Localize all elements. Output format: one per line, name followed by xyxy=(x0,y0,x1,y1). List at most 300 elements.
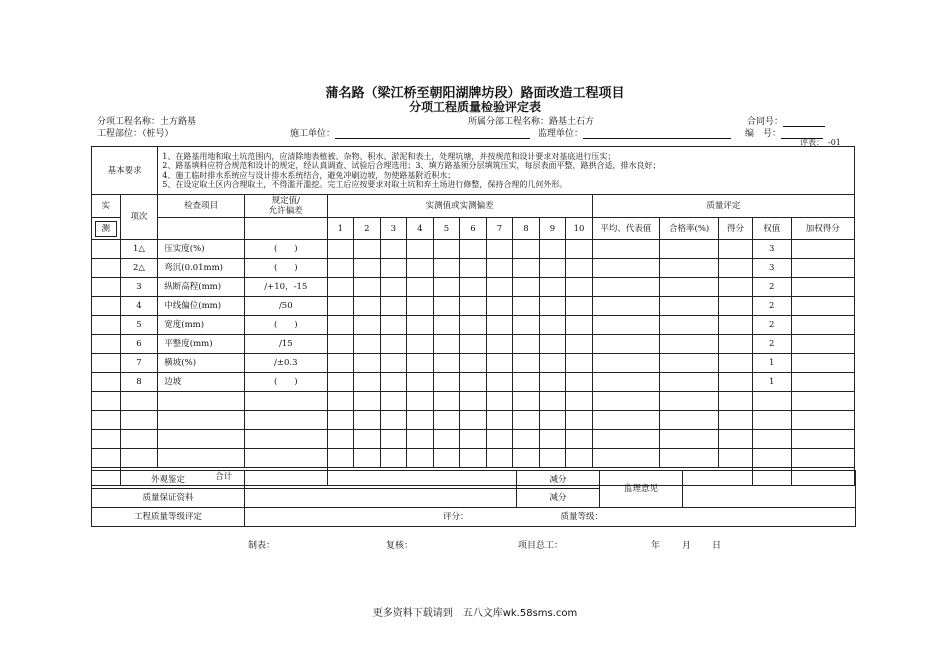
col-header: 2 xyxy=(354,218,381,240)
header-blank xyxy=(244,218,327,240)
measured-cell[interactable] xyxy=(539,354,566,373)
measured-cell[interactable] xyxy=(460,278,487,297)
requirements-text xyxy=(158,147,855,195)
measured-cell[interactable] xyxy=(327,373,354,392)
measured-cell[interactable] xyxy=(460,392,487,411)
measured-cell[interactable] xyxy=(433,449,460,468)
measured-cell[interactable] xyxy=(566,316,593,335)
weight-cell: 3 xyxy=(752,259,791,278)
measured-cell[interactable] xyxy=(539,240,566,259)
row-item: 宽度(mm) xyxy=(158,316,245,335)
header-ce: 测 xyxy=(95,221,117,237)
pass-rate-cell[interactable] xyxy=(660,316,719,335)
subproject-label: 分项工程名称： xyxy=(97,117,161,127)
grade-label: 质量等级： xyxy=(560,512,604,522)
pass-rate-cell[interactable] xyxy=(660,411,719,430)
measured-cell[interactable] xyxy=(380,354,407,373)
header-spec-line2: 允许偏差 xyxy=(268,206,303,216)
weight-cell xyxy=(752,449,791,468)
measured-cell[interactable] xyxy=(407,278,434,297)
measured-cell[interactable] xyxy=(486,278,513,297)
row-item xyxy=(158,411,245,430)
measured-cell[interactable] xyxy=(460,411,487,430)
score-cell[interactable] xyxy=(719,240,753,259)
header-blank xyxy=(158,218,245,240)
measured-cell[interactable] xyxy=(327,411,354,430)
col-header: 9 xyxy=(539,218,566,240)
year-label: 年 xyxy=(651,541,661,551)
measured-cell[interactable] xyxy=(566,335,593,354)
row-no: 7 xyxy=(120,354,158,373)
measured-cell[interactable] xyxy=(433,392,460,411)
header-weight: 权值 xyxy=(752,218,791,240)
row-spec xyxy=(244,411,327,430)
pass-rate-cell[interactable] xyxy=(660,392,719,411)
measured-cell[interactable] xyxy=(433,297,460,316)
row-edge xyxy=(92,259,121,278)
avg-cell[interactable] xyxy=(592,373,659,392)
measured-cell[interactable] xyxy=(354,240,381,259)
weight-cell: 1 xyxy=(752,354,791,373)
measured-cell[interactable] xyxy=(486,373,513,392)
measured-cell[interactable] xyxy=(566,411,593,430)
measured-cell[interactable] xyxy=(539,411,566,430)
row-spec: /15 xyxy=(244,335,327,354)
measured-cell[interactable] xyxy=(460,240,487,259)
measured-cell[interactable] xyxy=(513,373,540,392)
number-label: 编 号： xyxy=(745,129,782,139)
measured-cell[interactable] xyxy=(513,449,540,468)
table-row xyxy=(92,449,855,468)
avg-cell[interactable] xyxy=(592,449,659,468)
weight-cell: 3 xyxy=(752,240,791,259)
measured-cell[interactable] xyxy=(354,354,381,373)
measured-cell[interactable] xyxy=(539,392,566,411)
month-label: 月 xyxy=(682,541,692,551)
measured-cell[interactable] xyxy=(566,449,593,468)
measured-cell[interactable] xyxy=(327,297,354,316)
grade-row xyxy=(92,508,856,527)
measured-cell[interactable] xyxy=(460,373,487,392)
measured-cell[interactable] xyxy=(539,297,566,316)
measured-cell[interactable] xyxy=(513,335,540,354)
row-spec: /50 xyxy=(244,297,327,316)
table-row xyxy=(92,259,855,278)
pass-rate-cell[interactable] xyxy=(660,335,719,354)
row-edge xyxy=(92,373,121,392)
score-cell[interactable] xyxy=(719,449,753,468)
supervisor-field xyxy=(538,126,731,139)
header-shi: 实 xyxy=(92,195,121,218)
header-measured: 实测值或实测偏差 xyxy=(327,195,592,218)
row-spec: ( ) xyxy=(244,240,327,259)
table-row xyxy=(92,373,855,392)
row-edge xyxy=(92,316,121,335)
header-spec-line1: 规定值/ xyxy=(271,196,300,206)
score-cell[interactable] xyxy=(719,259,753,278)
header-row-2 xyxy=(92,218,855,240)
score-cell[interactable] xyxy=(719,316,753,335)
measured-cell[interactable] xyxy=(327,449,354,468)
measured-cell[interactable] xyxy=(460,259,487,278)
measured-cell[interactable] xyxy=(513,354,540,373)
avg-cell[interactable] xyxy=(592,240,659,259)
avg-cell[interactable] xyxy=(592,259,659,278)
col-header: 7 xyxy=(486,218,513,240)
table-row xyxy=(92,316,855,335)
measured-cell[interactable] xyxy=(539,373,566,392)
location-label: 工程部位：（桩号） xyxy=(97,129,174,139)
requirements-label: 基本要求 xyxy=(92,147,158,195)
weighted-score-cell[interactable] xyxy=(791,373,854,392)
builder-blank[interactable] xyxy=(335,129,530,139)
row-no xyxy=(120,430,158,449)
grade-eval-label: 工程质量等级评定 xyxy=(92,508,245,527)
row-spec: /+10，-15 xyxy=(244,278,327,297)
requirement-line: 1、在路基用地和取土坑范围内，应清除地表植被、杂物、积水、淤泥和表土，处理坑塘，并按规范和设计要求对基底进行压实； xyxy=(162,151,616,161)
measured-cell[interactable] xyxy=(407,430,434,449)
header-quality-eval: 质量评定 xyxy=(592,195,854,218)
made-by-label: 制表： xyxy=(248,541,276,551)
pass-rate-cell[interactable] xyxy=(660,373,719,392)
measured-cell[interactable] xyxy=(566,259,593,278)
measured-cell[interactable] xyxy=(380,430,407,449)
score-cell[interactable] xyxy=(719,411,753,430)
row-spec: ( ) xyxy=(244,373,327,392)
measured-cell[interactable] xyxy=(460,335,487,354)
avg-cell[interactable] xyxy=(592,430,659,449)
deduct-label-1: 减分 xyxy=(517,471,600,489)
score-cell[interactable] xyxy=(719,335,753,354)
row-edge xyxy=(92,297,121,316)
measured-cell[interactable] xyxy=(380,316,407,335)
avg-cell[interactable] xyxy=(592,316,659,335)
row-no: 8 xyxy=(120,373,158,392)
table-row xyxy=(92,278,855,297)
measured-cell[interactable] xyxy=(354,316,381,335)
measured-cell[interactable] xyxy=(354,259,381,278)
measured-cell[interactable] xyxy=(566,297,593,316)
header-row-1 xyxy=(92,195,855,218)
quality-docs-value[interactable] xyxy=(245,489,517,508)
score-cell[interactable] xyxy=(719,278,753,297)
quality-docs-label: 质量保证资料 xyxy=(92,489,245,508)
measured-cell[interactable] xyxy=(327,354,354,373)
avg-cell[interactable] xyxy=(592,297,659,316)
weighted-score-cell[interactable] xyxy=(791,354,854,373)
table-row xyxy=(92,411,855,430)
measured-cell[interactable] xyxy=(433,240,460,259)
header-ce-cell xyxy=(92,218,121,240)
measured-cell[interactable] xyxy=(460,354,487,373)
row-no: 1△ xyxy=(120,240,158,259)
supervisor-opinion-value[interactable] xyxy=(683,471,856,508)
row-spec: ( ) xyxy=(244,259,327,278)
weight-cell: 2 xyxy=(752,278,791,297)
header-check-item: 检查项目 xyxy=(158,195,245,218)
table-row xyxy=(92,354,855,373)
weight-cell xyxy=(752,411,791,430)
measured-cell[interactable] xyxy=(460,430,487,449)
measured-cell[interactable] xyxy=(566,278,593,297)
measured-cell[interactable] xyxy=(327,316,354,335)
score-cell[interactable] xyxy=(719,354,753,373)
measured-cell[interactable] xyxy=(486,240,513,259)
row-item xyxy=(158,449,245,468)
score-cell[interactable] xyxy=(719,430,753,449)
measured-cell[interactable] xyxy=(407,240,434,259)
measured-cell[interactable] xyxy=(354,297,381,316)
row-item: 压实度(%) xyxy=(158,240,245,259)
weighted-score-cell[interactable] xyxy=(791,297,854,316)
weighted-score-cell[interactable] xyxy=(791,430,854,449)
row-item xyxy=(158,392,245,411)
measured-cell[interactable] xyxy=(354,278,381,297)
header-spec xyxy=(244,195,327,218)
measured-cell[interactable] xyxy=(380,240,407,259)
measured-cell[interactable] xyxy=(433,259,460,278)
pass-rate-cell[interactable] xyxy=(660,297,719,316)
requirement-line: 4、施工临时排水系统应与设计排水系统结合，避免冲刷边坡，勿使路基附近积水； xyxy=(162,170,456,180)
weighted-score-cell[interactable] xyxy=(791,316,854,335)
score-cell[interactable] xyxy=(719,373,753,392)
measured-cell[interactable] xyxy=(354,430,381,449)
measured-cell[interactable] xyxy=(513,316,540,335)
avg-cell[interactable] xyxy=(592,354,659,373)
header-weighted-score: 加权得分 xyxy=(791,218,854,240)
measured-cell[interactable] xyxy=(566,354,593,373)
measured-cell[interactable] xyxy=(539,449,566,468)
row-edge xyxy=(92,449,121,468)
measured-cell[interactable] xyxy=(380,297,407,316)
measured-cell[interactable] xyxy=(460,297,487,316)
builder-field xyxy=(290,126,530,139)
footer-link[interactable]: 更多资料下载请到 五八文库wk.58sms.com xyxy=(372,608,578,619)
row-no: 2△ xyxy=(120,259,158,278)
appearance-value[interactable] xyxy=(245,471,517,489)
measured-cell[interactable] xyxy=(486,392,513,411)
col-header: 4 xyxy=(407,218,434,240)
pass-rate-cell[interactable] xyxy=(660,240,719,259)
appearance-row xyxy=(92,471,856,489)
table-row xyxy=(92,240,855,259)
weight-cell xyxy=(752,430,791,449)
measured-cell[interactable] xyxy=(380,411,407,430)
weighted-score-cell[interactable] xyxy=(791,259,854,278)
contract-label: 合同号： xyxy=(747,117,784,127)
col-header: 1 xyxy=(327,218,354,240)
measured-cell[interactable] xyxy=(354,392,381,411)
row-spec xyxy=(244,392,327,411)
measured-cell[interactable] xyxy=(380,335,407,354)
assessment-table xyxy=(91,470,856,527)
row-no: 4 xyxy=(120,297,158,316)
data-rows xyxy=(92,240,855,468)
row-item: 平整度(mm) xyxy=(158,335,245,354)
appearance-label: 外观鉴定 xyxy=(92,471,245,489)
supervisor-blank[interactable] xyxy=(583,129,731,139)
row-item: 边坡 xyxy=(158,373,245,392)
row-no xyxy=(120,449,158,468)
avg-cell[interactable] xyxy=(592,411,659,430)
measured-cell[interactable] xyxy=(513,297,540,316)
header-score: 得分 xyxy=(719,218,753,240)
measured-cell[interactable] xyxy=(486,354,513,373)
measured-cell[interactable] xyxy=(407,392,434,411)
measured-cell[interactable] xyxy=(513,240,540,259)
measured-cell[interactable] xyxy=(486,335,513,354)
measured-cell[interactable] xyxy=(433,278,460,297)
row-item: 弯沉(0.01mm) xyxy=(158,259,245,278)
row-spec xyxy=(244,430,327,449)
measured-cell[interactable] xyxy=(354,335,381,354)
measured-cell[interactable] xyxy=(513,430,540,449)
row-edge xyxy=(92,430,121,449)
measured-cell[interactable] xyxy=(566,392,593,411)
form-code: 评表： -01 xyxy=(800,138,841,147)
row-edge xyxy=(92,354,121,373)
requirement-line: 2、路基填料应符合规范和设计的规定，经认真调查、试验后合理选用；3、填方路基须分层填筑压实，每层表面平整，路拱合适，排水良好； xyxy=(162,161,661,170)
row-edge xyxy=(92,335,121,354)
pass-rate-cell[interactable] xyxy=(660,430,719,449)
measured-cell[interactable] xyxy=(327,278,354,297)
measured-cell[interactable] xyxy=(513,278,540,297)
measured-cell[interactable] xyxy=(539,430,566,449)
requirement-line: 5、在设定取土区内合理取土，不得滥开滥挖。完工后应按要求对取土坑和弃土场进行修整，保持合理的几何外形。 xyxy=(162,180,568,189)
measured-cell[interactable] xyxy=(354,449,381,468)
pass-rate-cell[interactable] xyxy=(660,259,719,278)
measured-cell[interactable] xyxy=(327,240,354,259)
measured-cell[interactable] xyxy=(380,259,407,278)
measured-cell[interactable] xyxy=(539,316,566,335)
measured-cell[interactable] xyxy=(380,392,407,411)
avg-cell[interactable] xyxy=(592,335,659,354)
row-spec xyxy=(244,449,327,468)
measured-cell[interactable] xyxy=(566,430,593,449)
measured-cell[interactable] xyxy=(513,392,540,411)
measured-cell[interactable] xyxy=(354,411,381,430)
weighted-score-cell[interactable] xyxy=(791,240,854,259)
row-no: 5 xyxy=(120,316,158,335)
table-row xyxy=(92,430,855,449)
measured-cell[interactable] xyxy=(513,259,540,278)
measured-cell[interactable] xyxy=(566,240,593,259)
measured-cell[interactable] xyxy=(407,297,434,316)
measured-cell[interactable] xyxy=(327,430,354,449)
measured-cell[interactable] xyxy=(433,373,460,392)
score-cell[interactable] xyxy=(719,297,753,316)
row-item xyxy=(158,430,245,449)
measured-cell[interactable] xyxy=(486,316,513,335)
measured-cell[interactable] xyxy=(327,335,354,354)
measured-cell[interactable] xyxy=(407,411,434,430)
measured-cell[interactable] xyxy=(433,335,460,354)
score-label: 评分： xyxy=(443,512,469,522)
form-title: 分项工程质量检验评定表 xyxy=(408,100,541,114)
supervisor-opinion-label: 监理意见 xyxy=(600,471,683,508)
measured-cell[interactable] xyxy=(354,373,381,392)
weighted-score-cell[interactable] xyxy=(791,392,854,411)
measured-cell[interactable] xyxy=(407,373,434,392)
measured-cell[interactable] xyxy=(486,259,513,278)
row-edge xyxy=(92,392,121,411)
col-header: 6 xyxy=(460,218,487,240)
row-no: 3 xyxy=(120,278,158,297)
measured-cell[interactable] xyxy=(486,430,513,449)
measured-cell[interactable] xyxy=(433,354,460,373)
row-no xyxy=(120,411,158,430)
score-cell[interactable] xyxy=(719,392,753,411)
header-pass-rate: 合格率(%) xyxy=(660,218,719,240)
measured-cell[interactable] xyxy=(486,297,513,316)
subproject-value: 土方路基 xyxy=(160,117,197,127)
inspection-table xyxy=(91,146,855,486)
measured-cell[interactable] xyxy=(539,278,566,297)
col-header: 10 xyxy=(566,218,593,240)
col-header: 8 xyxy=(513,218,540,240)
measured-cell[interactable] xyxy=(566,373,593,392)
measured-cell[interactable] xyxy=(407,259,434,278)
weighted-score-cell[interactable] xyxy=(791,449,854,468)
avg-cell[interactable] xyxy=(592,392,659,411)
measured-cell[interactable] xyxy=(539,259,566,278)
weighted-score-cell[interactable] xyxy=(791,335,854,354)
measured-cell[interactable] xyxy=(460,316,487,335)
row-edge xyxy=(92,240,121,259)
requirements-row xyxy=(92,147,855,195)
row-edge xyxy=(92,278,121,297)
measured-cell[interactable] xyxy=(513,411,540,430)
row-item: 横坡(%) xyxy=(158,354,245,373)
pass-rate-cell[interactable] xyxy=(660,278,719,297)
grade-eval-value[interactable] xyxy=(245,508,856,527)
pass-rate-cell[interactable] xyxy=(660,449,719,468)
weighted-score-cell[interactable] xyxy=(791,411,854,430)
measured-cell[interactable] xyxy=(433,316,460,335)
row-no xyxy=(120,392,158,411)
row-edge xyxy=(92,411,121,430)
weight-cell xyxy=(752,392,791,411)
col-header: 5 xyxy=(433,218,460,240)
measured-cell[interactable] xyxy=(486,411,513,430)
table-row xyxy=(92,335,855,354)
measured-cell[interactable] xyxy=(407,449,434,468)
measured-cell[interactable] xyxy=(327,259,354,278)
row-spec: ( ) xyxy=(244,316,327,335)
measured-cell[interactable] xyxy=(486,449,513,468)
measured-cell[interactable] xyxy=(407,335,434,354)
avg-cell[interactable] xyxy=(592,278,659,297)
pass-rate-cell[interactable] xyxy=(660,354,719,373)
header-item-no: 项次 xyxy=(120,195,158,240)
table-row xyxy=(92,297,855,316)
measured-cell[interactable] xyxy=(380,278,407,297)
weight-cell: 2 xyxy=(752,297,791,316)
measured-cell[interactable] xyxy=(380,449,407,468)
measured-cell[interactable] xyxy=(539,335,566,354)
measured-cell[interactable] xyxy=(407,316,434,335)
measured-cell[interactable] xyxy=(433,430,460,449)
weighted-score-cell[interactable] xyxy=(791,278,854,297)
measured-cell[interactable] xyxy=(327,392,354,411)
measured-cell[interactable] xyxy=(460,449,487,468)
measured-cell[interactable] xyxy=(433,411,460,430)
measured-cell[interactable] xyxy=(407,354,434,373)
row-item: 纵断高程(mm) xyxy=(158,278,245,297)
measured-cell[interactable] xyxy=(380,373,407,392)
deduct-label-2: 减分 xyxy=(517,489,600,508)
part-label: 所属分部工程名称： xyxy=(468,117,550,127)
